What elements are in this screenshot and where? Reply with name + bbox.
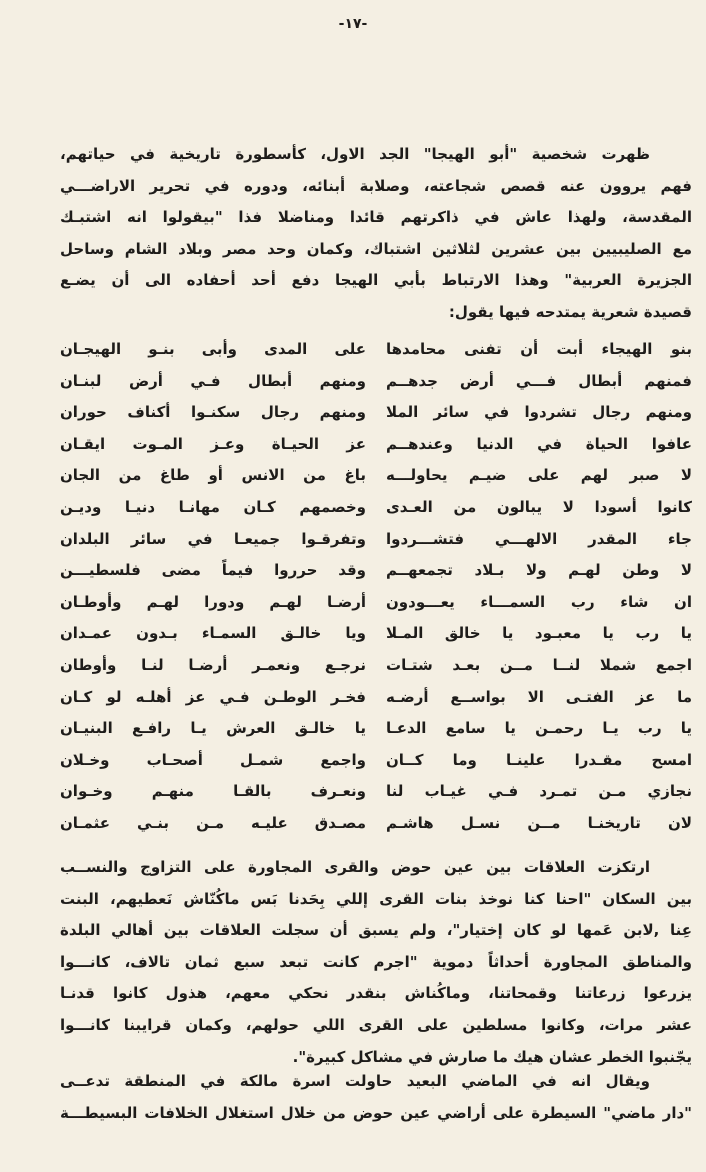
verse-hemistich-second: ويا خالـق السمـاء بـدون عمـدان xyxy=(60,624,366,643)
verse-hemistich-second: عز الحيـاة وعـز المـوت ايقـان xyxy=(60,434,366,453)
text-line: ارتكزت العلاقات بين عين حوض والقرى المجاورة على التزاوج والنســب xyxy=(60,858,650,876)
text-line: والمناطق المجاورة أحداثاً دموية "اجرم كانت تبعد سبع ثمان تالاف، كانـــوا xyxy=(60,952,692,971)
verse-row xyxy=(60,524,692,556)
verse-hemistich-first: بنو الهيجاء أبت أن تفنى محامدها xyxy=(386,340,692,358)
verse-hemistich-second: وخصمهم كـان مهانـا دنيـا وديـن xyxy=(60,497,366,516)
verse-hemistich-first: عافوا الحياة في الدنيا وعندهــم xyxy=(386,434,692,453)
verse-row xyxy=(60,808,692,840)
verse-hemistich-first: يا رب يـا رحمـن يا سامع الدعـا xyxy=(386,719,692,738)
text-line: المقدسة، ولهذا عاش في ذاكرتهم قائدا ومناضلا فذا "بيقولوا انه اشتبـك xyxy=(60,208,692,227)
text-line: الجزيرة العربية" وهذا الارتباط بأبي الهيجا دفع أحد أحفاده الى أن يضـع xyxy=(60,271,692,290)
verse-hemistich-first: ما عز الفتـى الا بواســع أرضـه xyxy=(386,687,692,706)
poem xyxy=(60,334,692,840)
text-line: فهم يروون عنه قصص شجاعته، وصلابة أبنائه، ودوره في تحرير الاراضـــي xyxy=(60,176,692,195)
paragraph-relations xyxy=(60,852,692,1073)
text-line: يزرعوا زرعاتنا وقمحاتنا، وماكُناش بنقدر نحكي معهم، هذول كانوا قدنـا xyxy=(60,984,692,1003)
text-line: قصيدة شعرية يمتدحه فيها يقول: xyxy=(448,302,692,321)
verse-hemistich-second: ونعـرف بالقـا منهـم وخـوان xyxy=(60,782,366,801)
verse-row xyxy=(60,650,692,682)
verse-hemistich-first: يا رب يا معبـود يا خالق المـلا xyxy=(386,624,692,643)
verse-row xyxy=(60,776,692,808)
text-line: مع الصليبيين بين عشرين لثلاثين اشتباك، وكمان وحد مصر وبلاد الشام وساحل xyxy=(60,239,692,258)
paragraph-intro xyxy=(60,139,692,329)
text-line: بين السكان "احنا كنا نوخذ بنات القرى إللي بِحَدنا بَس ماكُنّاش نَعطيهم، البنت xyxy=(60,889,692,908)
text-line: "دار ماضي" السيطرة على أراضي عين حوض من خلال استغلال الخلافات البسيطـــة xyxy=(60,1103,692,1122)
verse-hemistich-second: أرضـا لهـم ودورا لهـم وأوطـان xyxy=(60,592,366,611)
verse-row xyxy=(60,682,692,714)
verse-hemistich-first: ان شاء رب السمـــاء يعـــودون xyxy=(386,592,692,611)
verse-row xyxy=(60,713,692,745)
verse-row xyxy=(60,429,692,461)
verse-hemistich-second: وقد حرروا فيماً مضى فلسطيـــن xyxy=(60,561,366,580)
text-line: عِنا ,لابن عَمها لو كان إختيار"، ولم يسبق أن سجلت العلاقات بين أهالي البلدة xyxy=(60,921,692,940)
verse-row xyxy=(60,555,692,587)
text-line: عشر مرات، وكانوا مسلطين على القرى اللي حولهم، وكمان قرايبنا كانـــوا xyxy=(60,1015,692,1034)
verse-hemistich-second: ومنهم رجال سكنـوا أكناف حوران xyxy=(60,403,366,422)
verse-row xyxy=(60,492,692,524)
verse-hemistich-first: لا وطن لهـم ولا بـلاد تجمعهــم xyxy=(386,561,692,580)
verse-row xyxy=(60,460,692,492)
verse-row xyxy=(60,366,692,398)
paragraph-dar-madi xyxy=(60,1066,692,1129)
text-line: ويقال انه في الماضي البعيد حاولت اسرة مالكة في المنطقة تدعــى xyxy=(60,1072,650,1090)
verse-row xyxy=(60,618,692,650)
verse-hemistich-second: وتفرقـوا جميعـا في سائر البلدان xyxy=(60,529,366,548)
verse-hemistich-first: جاء المقدر الالهـــي فتشـــردوا xyxy=(386,529,692,548)
text-line: يجّنبوا الخطر عشان هيك ما صارش في مشاكل كبيرة". xyxy=(292,1047,692,1066)
verse-row xyxy=(60,587,692,619)
verse-row xyxy=(60,397,692,429)
verse-hemistich-first: فمنهم أبطال فـــي أرض جدهــم xyxy=(386,371,692,390)
verse-hemistich-second: باغ من الانس أو طاغ من الجان xyxy=(60,466,366,485)
text-line: ظهرت شخصية "أبو الهيجا" الجد الاول، كأسطورة تاريخية في حياتهم، xyxy=(60,145,650,163)
verse-hemistich-first: كانوا أسودا لا يبالون من العـدى xyxy=(386,497,692,516)
verse-hemistich-first: ومنهم رجال تشردوا في سائر الملا xyxy=(386,403,692,422)
verse-hemistich-first: نجازي مـن تمـرد فـي غيـاب لنا xyxy=(386,782,692,801)
verse-hemistich-second: على المدى وأبى بنـو الهيجـان xyxy=(60,340,366,358)
verse-hemistich-second: يا خالـق العرش يـا رافـع البنيـان xyxy=(60,719,366,738)
verse-hemistich-second: نرجـع ونعمـر أرضـا لنـا وأوطان xyxy=(60,655,366,674)
verse-row xyxy=(60,745,692,777)
verse-hemistich-second: ومنهم أبطال فـي أرض لبنـان xyxy=(60,371,366,390)
verse-hemistich-first: لان تاريخنـا مــن نسـل هاشـم xyxy=(386,813,692,832)
verse-row xyxy=(60,334,692,366)
verse-hemistich-first: امسح مقـدرا علينـا وما كــان xyxy=(386,750,692,769)
page-number: -١٧- xyxy=(338,16,368,32)
verse-hemistich-first: لا صبر لهم على ضيـم يحاولـــه xyxy=(386,466,692,485)
verse-hemistich-second: مصـدق عليـه مـن بنـي عثمـان xyxy=(60,813,366,832)
verse-hemistich-second: واجمع شمـل أصحـاب وخـلان xyxy=(60,750,366,769)
verse-hemistich-first: اجمع شملا لنــا مــن بعـد شتـات xyxy=(386,655,692,674)
verse-hemistich-second: فخـر الوطـن فـي عز أهلـه لو كـان xyxy=(60,687,366,706)
